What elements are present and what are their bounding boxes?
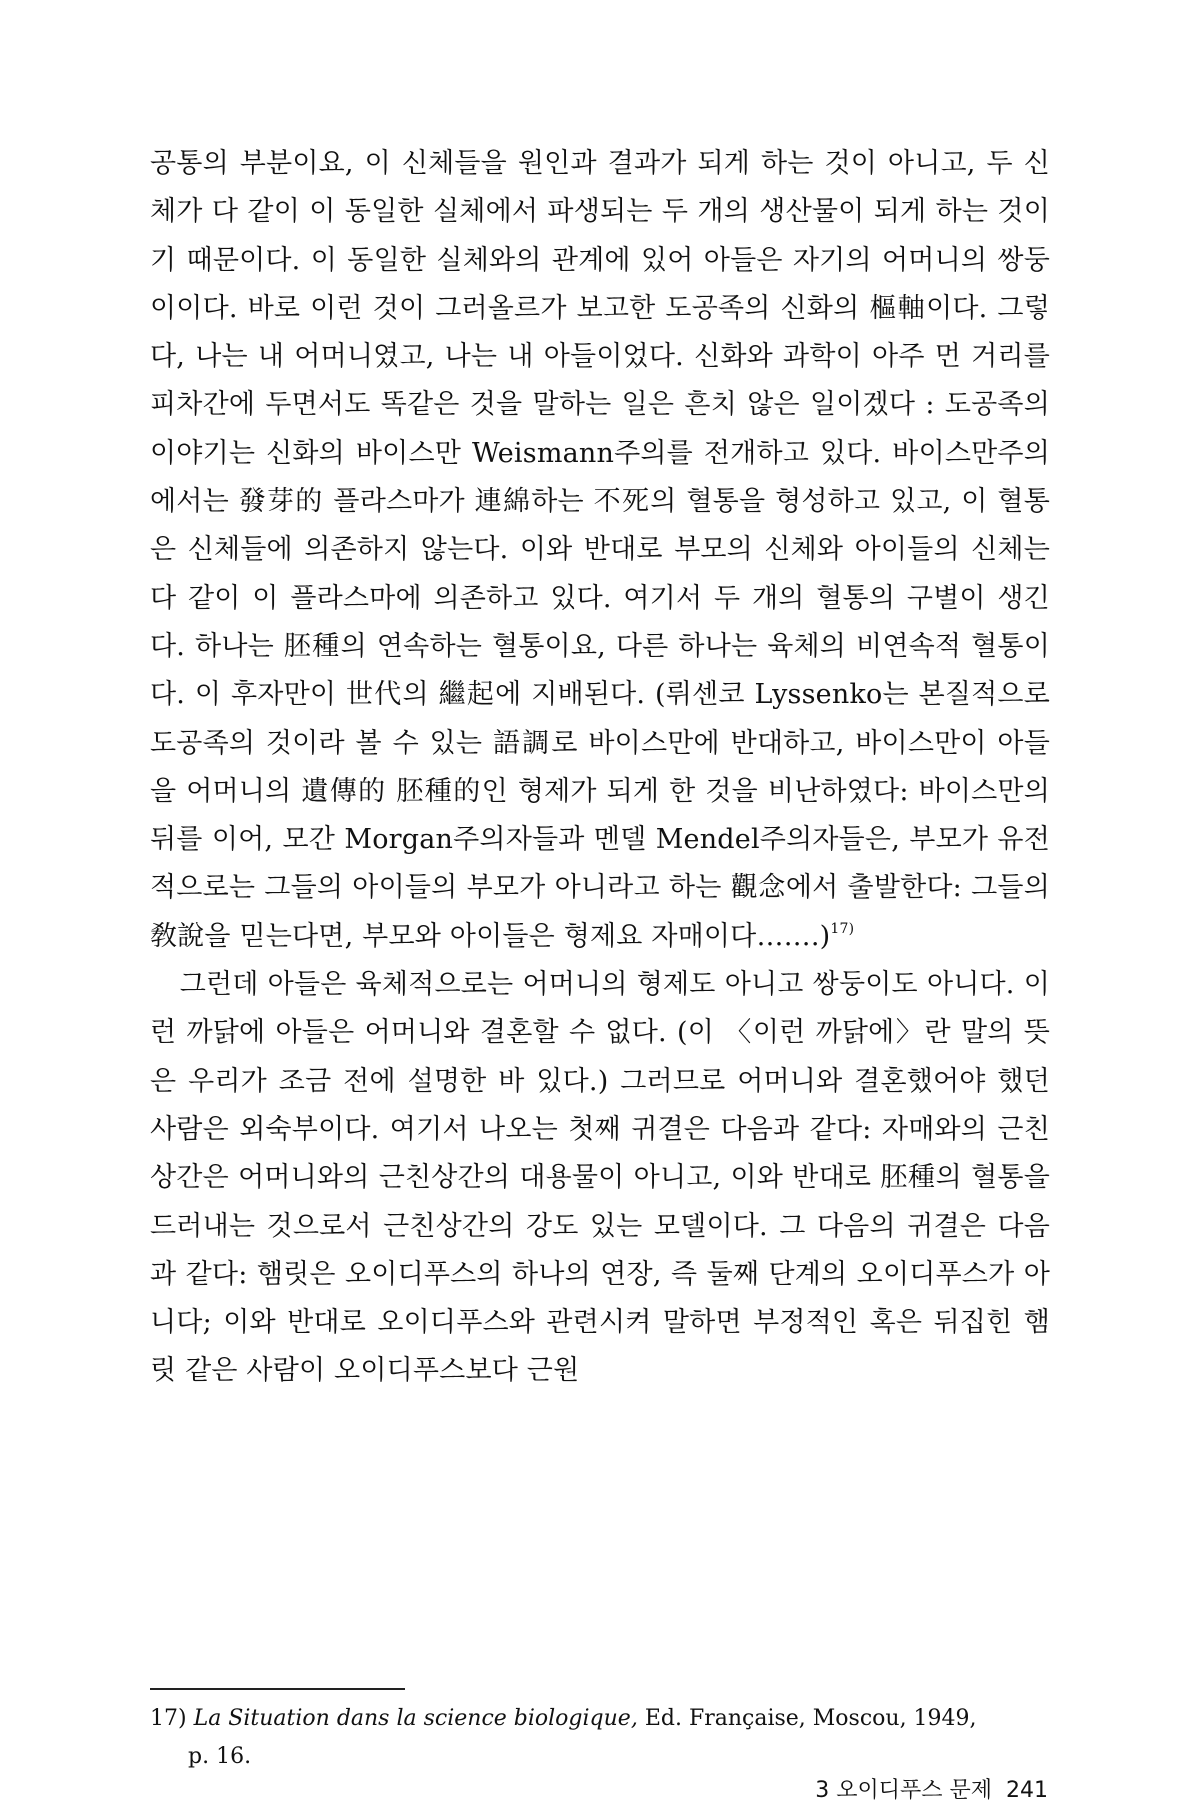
footnote-reference: 17): [830, 920, 855, 937]
footnote-page: p. 16.: [188, 1744, 252, 1769]
footnote-publication: Ed. Française, Moscou, 1949,: [644, 1706, 977, 1731]
chapter-title: 3 오이디푸스 문제: [815, 1778, 992, 1803]
paragraph-1-text: 공통의 부분이요, 이 신체들을 원인과 결과가 되게 하는 것이 아니고, 두 신체가 다 같이 이 동일한 실체에서 파생되는 두 개의 생산물이 되게 하는 것이기 때문이다. 이 동일한 실체와의 관계에 있어 아들은 자기의 어머니의 쌍둥이이다. 바로 이런 것이 그러올르가 보고한 도공족의 신화의 樞軸이다. 그렇다, 나는 내 어머니였고, 나는 내 아들이었다. 신화와 과학이 아주 먼 거리를 피차간에 두면서도 똑같은 것을 말하는 일은 흔치 않은 일이겠다 : 도공족의 이야기는 신화의 바이스만 Weismann주의를 전개하고 있다. 바이스만주의에서는 發芽的 플라스마가 連綿하는 不死의 혈통을 형성하고 있고, 이 혈통은 신체들에 의존하지 않는다. 이와 반대로 부모의 신체와 아이들의 신체는 다 같이 이 플라스마에 의존하고 있다. 여기서 두 개의 혈통의 구별이 생긴다. 하나는 胚種의 연속하는 혈통이요, 다른 하나는 육체의 비연속적 혈통이다. 이 후자만이 世代의 繼起에 지배된다. (뤼센코 Lyssenko는 본질적으로 도공족의 것이라 볼 수 있는 語調로 바이스만에 반대하고, 바이스만이 아들을 어머니의 遺傳的 胚種的인 형제가 되게 한 것을 비난하였다: 바이스만의 뒤를 이어, 모간 Morgan주의자들과 멘델 Mendel주의자들은, 부모가 유전적으로는 그들의 아이들의 부모가 아니라고 하는 觀念에서 출발한다: 그들의 敎說을 믿는다면, 부모와 아이들은 형제요 자매이다…….): [150, 148, 1050, 952]
body-paragraph-2: 그런데 아들은 육체적으로는 어머니의 형제도 아니고 쌍둥이도 아니다. 이런 까닭에 아들은 어머니와 결혼할 수 없다. (이 〈이런 까닭에〉란 말의 뜻은 우리가 조금 전에 설명한 바 있다.) 그러므로 어머니와 결혼했어야 했던 사람은 외숙부이다. 여기서 나오는 첫째 귀결은 다음과 같다: 자매와의 근친상간은 어머니와의 근친상간의 대용물이 아니고, 이와 반대로 胚種의 혈통을 드러내는 것으로서 근친상간의 강도 있는 모델이다. 그 다음의 귀결은 다음과 같다: 햄릿은 오이디푸스의 하나의 연장, 즉 둘째 단계의 오이디푸스가 아니다; 이와 반대로 오이디푸스와 관련시켜 말하면 부정적인 혹은 뒤집힌 햄릿 같은 사람이 오이디푸스보다 근원: [150, 969, 1050, 1387]
running-footer: [801, 1780, 1048, 1802]
footnote-title: La Situation dans la science biologique,: [193, 1706, 638, 1731]
body-paragraph-1: [150, 140, 1050, 961]
page-number: 241: [1006, 1778, 1048, 1803]
footnote: [150, 1700, 1050, 1776]
page-body: [150, 140, 1050, 1396]
footnote-number: 17): [150, 1706, 187, 1731]
footnote-divider: [150, 1688, 405, 1690]
